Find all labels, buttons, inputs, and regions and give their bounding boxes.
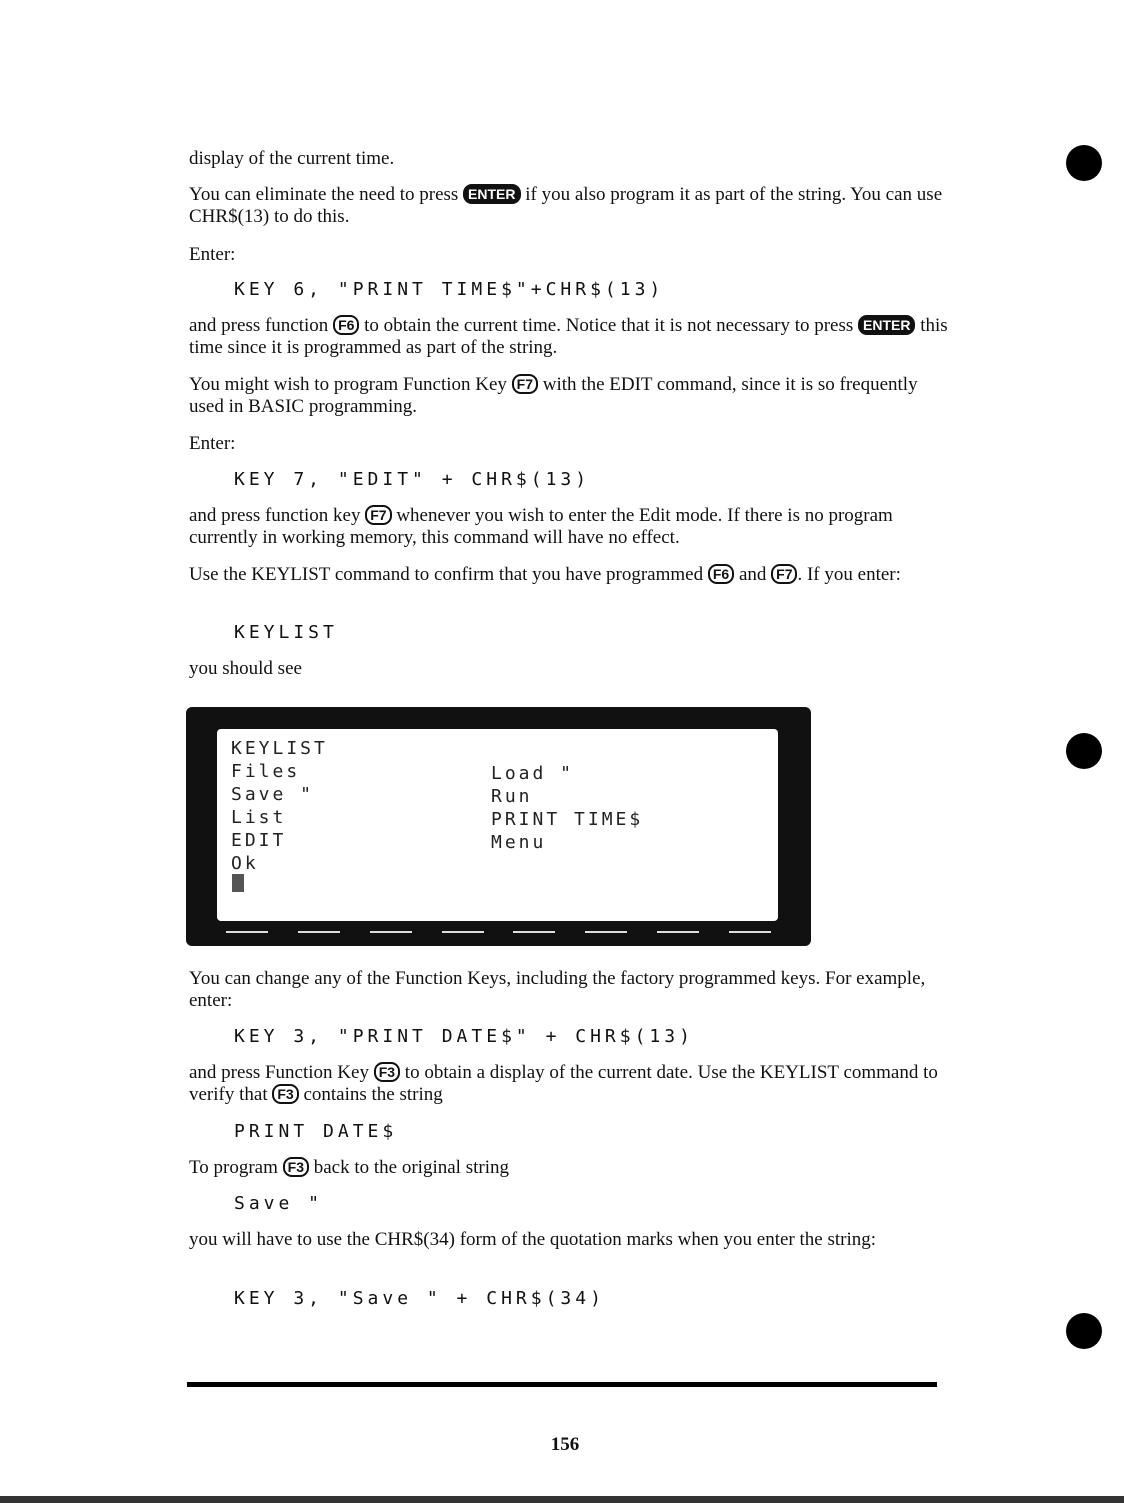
enter-key-icon: ENTER [858, 315, 915, 335]
paragraph-you-should-see: you should see [189, 658, 302, 679]
paragraph-eliminate-enter: You can eliminate the need to press ENTER if you also program it as part of the string. You can use CHR$(13) to do this. [189, 184, 943, 227]
screen-right-item: Menu [491, 832, 547, 853]
punch-hole-top [1066, 145, 1102, 181]
code-key3-save: KEY 3, "Save " + CHR$(34) [234, 1288, 605, 1309]
paragraph-current-time: display of the current time. [189, 148, 395, 169]
f7-key-icon: F7 [365, 505, 391, 525]
screen-right-item: Load " [491, 763, 575, 784]
keylist-screen [186, 707, 811, 946]
footer-rule [187, 1382, 937, 1387]
function-key-label-icon [513, 931, 555, 937]
paragraph-keylist-confirm: Use the KEYLIST command to confirm that you have programmed F6 and F7 . If you enter: [189, 564, 901, 585]
code-print-date: PRINT DATE$ [234, 1121, 398, 1142]
paragraph-chr34: you will have to use the CHR$(34) form of the quotation marks when you enter the string: [189, 1229, 877, 1250]
screen-right-item: PRINT TIME$ [491, 809, 644, 830]
f6-key-icon: F6 [708, 564, 734, 584]
screen-display [217, 729, 778, 921]
f7-key-icon: F7 [512, 374, 538, 394]
function-key-label-icon [657, 931, 699, 937]
function-key-label-icon [585, 931, 627, 937]
paragraph-program-f3-back: To program F3 back to the original string [189, 1157, 509, 1178]
label-enter-2: Enter: [189, 433, 236, 454]
code-save: Save " [234, 1193, 324, 1214]
screen-right-item: Run [491, 786, 533, 807]
f3-key-icon: F3 [283, 1157, 309, 1177]
code-keylist: KEYLIST [234, 622, 338, 643]
punch-hole-middle [1066, 733, 1102, 769]
screen-left-item: EDIT [231, 830, 287, 851]
screen-title: KEYLIST [231, 738, 328, 759]
function-key-label-icon [442, 931, 484, 937]
paragraph-press-f7: and press function key F7 whenever you wish to enter the Edit mode. If there is no program currently in working memory, this command will have no effect. [189, 505, 893, 548]
screen-left-item: Files [231, 761, 301, 782]
screen-ok: Ok [231, 853, 259, 874]
code-key3-date: KEY 3, "PRINT DATE$" + CHR$(13) [234, 1026, 694, 1047]
f3-key-icon: F3 [272, 1084, 298, 1104]
paragraph-program-f7: You might wish to program Function Key F7 with the EDIT command, since it is so frequently used in BASIC programming. [189, 374, 918, 417]
paragraph-press-f3: and press Function Key F3 to obtain a display of the current date. Use the KEYLIST command to verify that F3 contains the string [189, 1062, 938, 1105]
enter-key-icon: ENTER [463, 184, 520, 204]
function-key-label-icon [226, 931, 268, 937]
punch-hole-bottom [1066, 1313, 1102, 1349]
label-enter-1: Enter: [189, 244, 236, 265]
function-key-label-icon [298, 931, 340, 937]
paragraph-change-keys: You can change any of the Function Keys, including the factory programmed keys. For example, enter: [189, 968, 926, 1011]
function-key-label-icon [729, 931, 771, 937]
cursor-block-icon [232, 874, 244, 892]
screen-left-item: Save " [231, 784, 315, 805]
function-key-label-icon [370, 931, 412, 937]
code-key7: KEY 7, "EDIT" + CHR$(13) [234, 469, 591, 490]
scan-edge [0, 1496, 1124, 1503]
f7-key-icon: F7 [771, 564, 797, 584]
f3-key-icon: F3 [374, 1062, 400, 1082]
paragraph-press-f6: and press function F6 to obtain the current time. Notice that it is not necessary to press ENTER this time since it is programmed as part of the string. [189, 315, 948, 358]
screen-left-item: List [231, 807, 287, 828]
f6-key-icon: F6 [333, 315, 359, 335]
code-key6: KEY 6, "PRINT TIME$"+CHR$(13) [234, 279, 665, 300]
page-number: 156 [550, 1434, 580, 1455]
function-key-strip [226, 929, 771, 937]
